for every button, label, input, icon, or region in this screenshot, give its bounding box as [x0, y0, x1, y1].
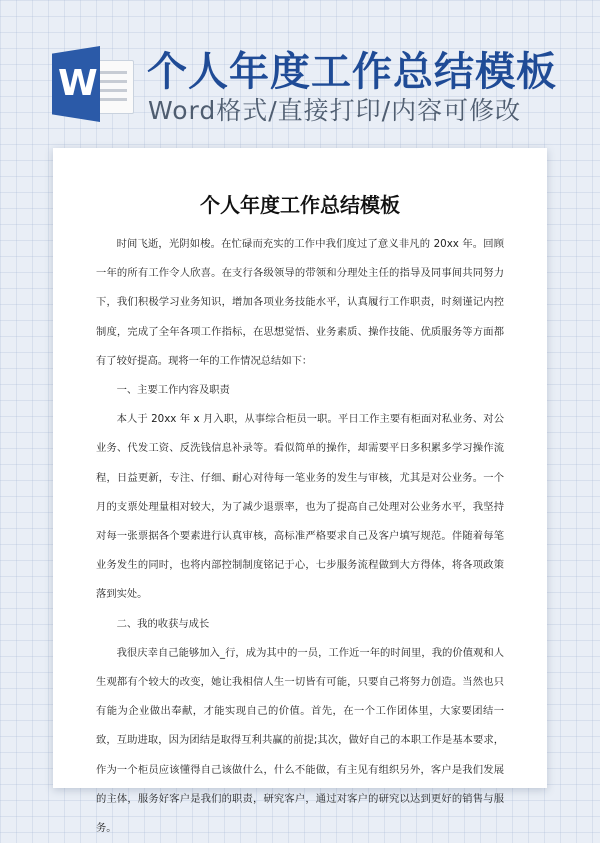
banner-subtitle: Word格式/直接打印/内容可修改: [148, 96, 522, 125]
word-icon-letter: W: [58, 63, 98, 104]
document-body: [96, 230, 504, 843]
paragraph-duties: 本人于 20xx 年 x 月入职，从事综合柜员一职。平日工作主要有柜面对私业务、对公业务、代发工资、反洗钱信息补录等。看似简单的操作，却需要平日多积累多学习操作流程，日益更新，专注、仔细、耐心对待每一笔业务的发生与审核，尤其是对公业务。一个月的支票处理量相对较大，为了减少退票率，也为了提高自己处理对公业务水平，我坚持对每一张票据各个要素进行认真审核，高标准严格要求自己及客户填写规范。伴随着每笔业务发生的同时，也将内部控制制度铭记于心，七步服务流程做到大方得体，将各项政策落到实处。: [96, 413, 504, 601]
banner-title: 个人年度工作总结模板: [147, 49, 557, 95]
word-document-icon: [52, 46, 134, 122]
section-heading-1: 一、主要工作内容及职责: [116, 384, 230, 397]
paragraph-intro: 时间飞逝，光阴如梭。在忙碌而充实的工作中我们度过了意义非凡的 20xx 年。回顾一年的所有工作令人欣喜。在支行各级领导的带领和分理处主任的指导及同事间共同努力下，我们积极学习业务知识，增加各项业务技能水平，认真履行工作职责，时刻谨记内控制度，完成了全年各项工作指标，在思想觉悟、业务素质、操作技能、优质服务等方面都有了较好提高。现将一年的工作情况总结如下：: [96, 238, 504, 367]
paragraph-growth: 我很庆幸自己能够加入_行，成为其中的一员，工作近一年的时间里，我的价值观和人生观都有个较大的改变，她让我相信人生一切皆有可能，只要自己将努力创造。当然也只有能为企业做出奉献，才能实现自己的价值。首先，在一个工作团体里，大家要团结一致，互助进取，因为团结是取得互利共赢的前提;其次，做好自己的本职工作是基本要求，作为一个柜员应该懂得自己该做什么，什么不能做，有主见有组织另外，客户是我们发展的主体，服务好客户是我们的职责，研究客户，通过对客户的研究以达到更好的销售与服务。: [96, 646, 504, 835]
document-preview: [53, 148, 547, 835]
section-heading-2: 二、我的收获与成长: [116, 617, 210, 630]
banner-header: [0, 0, 600, 140]
document-title: 个人年度工作总结模板: [200, 193, 400, 217]
